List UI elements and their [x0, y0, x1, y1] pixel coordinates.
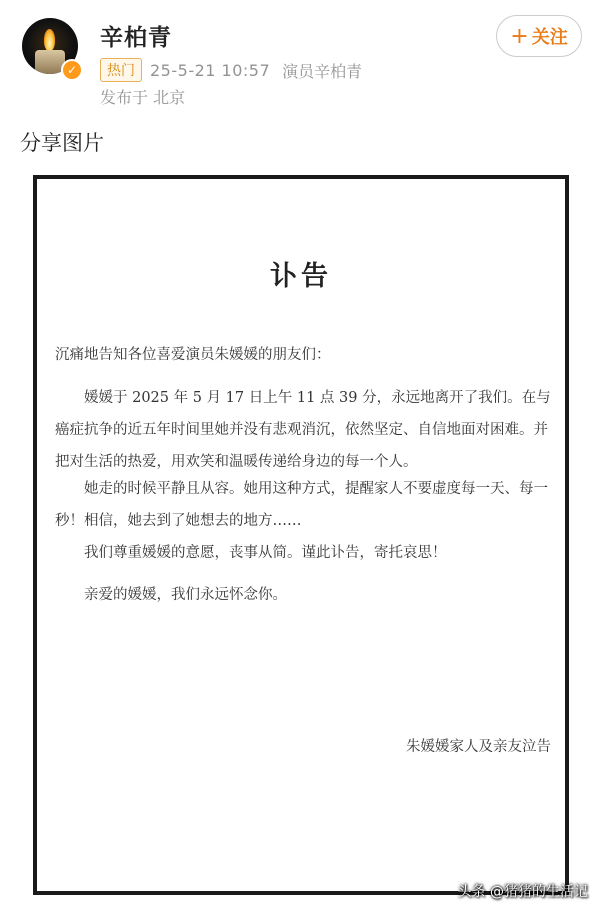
- watermark: 头条 @猪猪的生活记: [457, 884, 588, 900]
- obituary-paragraph: 她走的时候平静且从容。她用这种方式，提醒家人不要虚度每一天、每一秒！相信，她去到了她想去的地方……: [55, 481, 548, 529]
- obituary-paragraph: 亲爱的媛媛，我们永远怀念你。: [84, 587, 287, 603]
- plus-icon: +: [510, 23, 529, 49]
- post-meta: [100, 58, 362, 82]
- username[interactable]: 辛柏青: [100, 25, 172, 51]
- obituary-signature: 朱媛媛家人及亲友泣告: [406, 739, 551, 755]
- hot-badge: 热门: [100, 58, 142, 82]
- follow-button[interactable]: [496, 15, 582, 57]
- obituary-paragraph: 媛媛于 2025 年 5 月 17 日上午 11 点 39 分，永远地离开了我们。在与癌症抗争的近五年时间里她并没有悲观消沉，依然坚定、自信地面对困难。并把对生活的热爱，用欢笑和温暖传递给身边的每一个人。: [55, 390, 551, 470]
- obituary-image[interactable]: [33, 175, 569, 895]
- obituary-paragraph: 我们尊重媛媛的意愿，丧事从简。谨此讣告，寄托哀思！: [84, 545, 447, 561]
- follow-label: 关注: [531, 27, 568, 48]
- obituary-title: 讣告: [270, 261, 332, 292]
- post-timestamp: 25-5-21 10:57: [150, 60, 271, 80]
- obituary-salutation: 沉痛地告知各位喜爱演员朱媛媛的朋友们：: [55, 347, 331, 363]
- post-source: 演员辛柏青: [282, 61, 363, 81]
- candle-flame-icon: [44, 29, 55, 51]
- verified-badge-icon: ✓: [61, 59, 83, 81]
- post-location: 发布于 北京: [100, 88, 186, 107]
- post-text: 分享图片: [20, 131, 104, 155]
